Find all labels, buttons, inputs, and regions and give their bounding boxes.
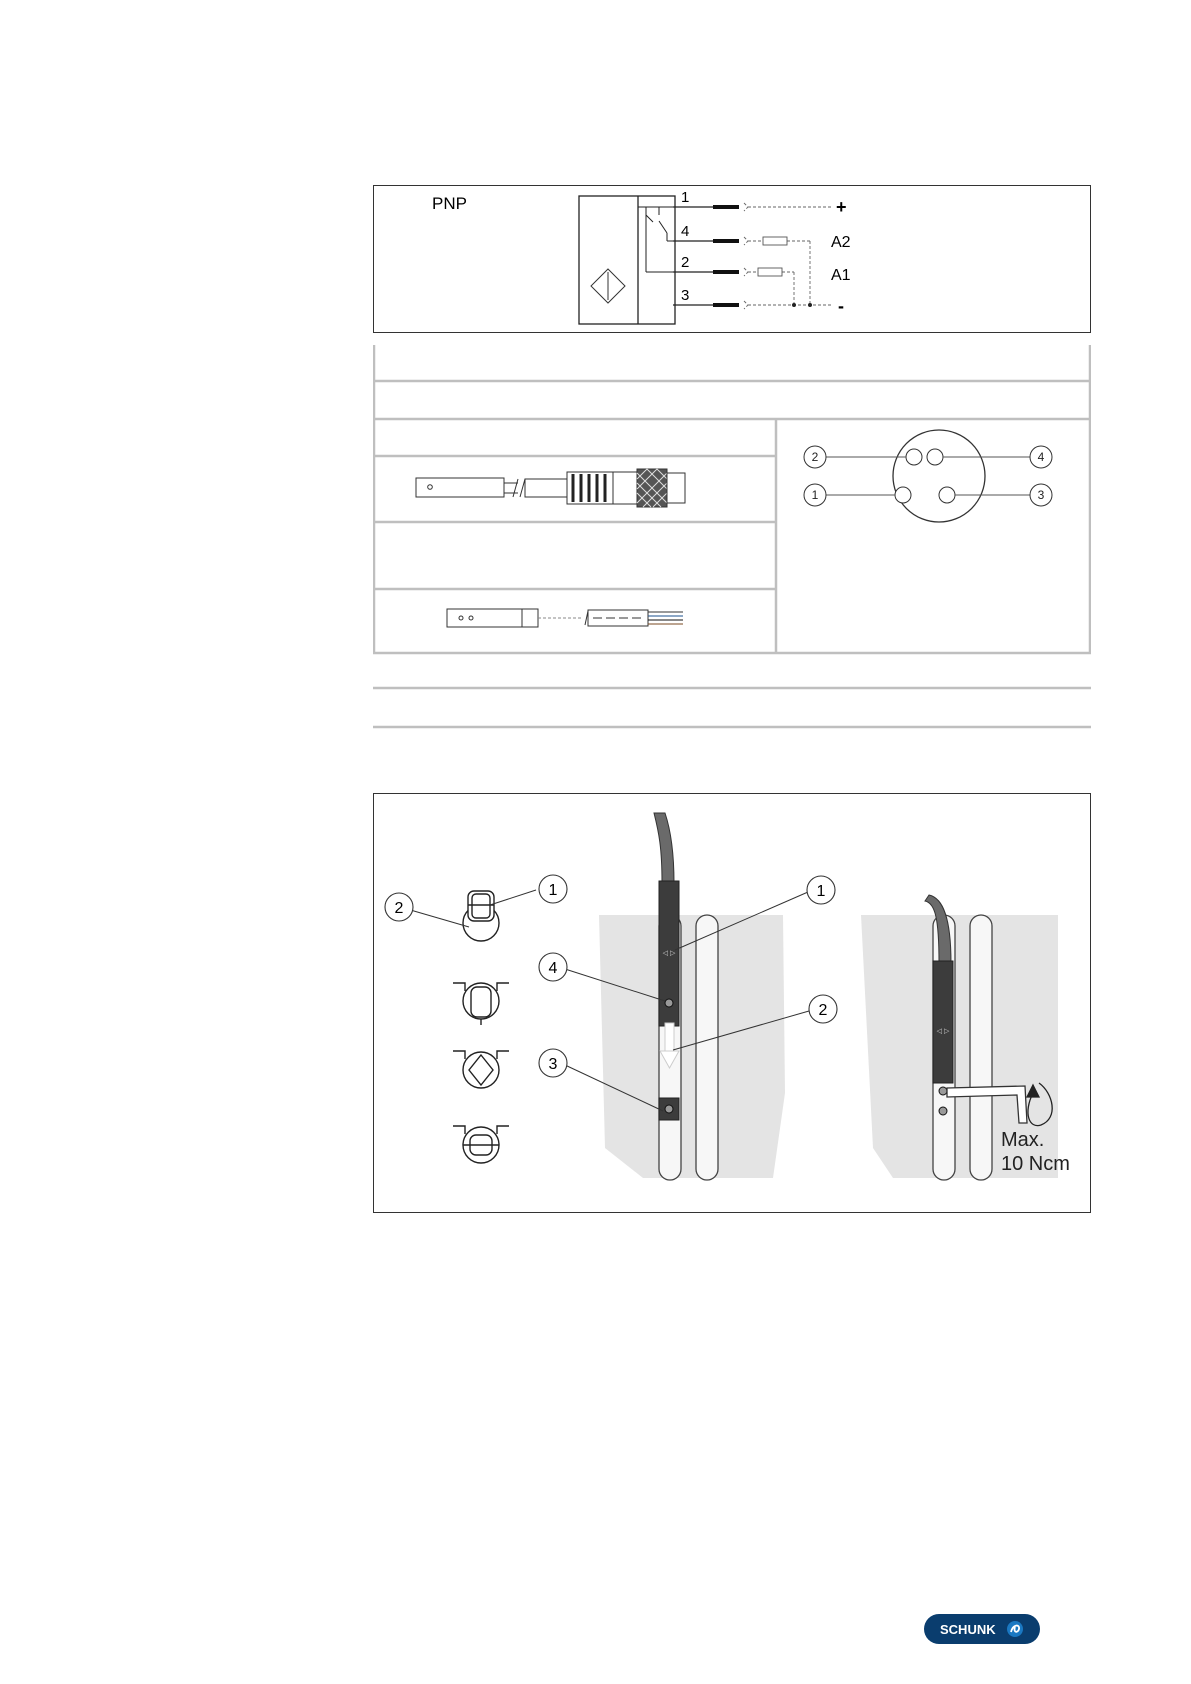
callout-1-groove: 1 <box>816 883 826 900</box>
torque-label-value: 10 Ncm <box>1001 1153 1070 1175</box>
logo-swirl-icon <box>1007 1621 1023 1637</box>
schunk-logo <box>924 1612 1040 1646</box>
sensor-with-connector-icon <box>416 469 685 507</box>
load-label-a2: A2 <box>831 234 851 251</box>
minus-terminal-label: - <box>838 296 844 316</box>
wiring-type-label: PNP <box>432 194 467 213</box>
callout-4-screw: 4 <box>548 960 558 977</box>
callout-2-arrow: 2 <box>818 1002 828 1019</box>
pinout-callout-3: 3 <box>1037 488 1045 502</box>
pin-label-2: 2 <box>681 254 690 271</box>
pin-label-3: 3 <box>681 287 690 304</box>
connector-pinout-diagram <box>804 430 1052 522</box>
tightening-view <box>861 895 1070 1180</box>
callout-2-left: 2 <box>394 900 404 917</box>
wiring-diagram <box>373 185 1091 333</box>
sensor-variants-table <box>373 345 1091 655</box>
sensor-with-cable-icon <box>447 609 683 627</box>
pin-label-1: 1 <box>681 189 690 206</box>
pinout-callout-4: 4 <box>1037 450 1045 464</box>
pin-label-4: 4 <box>681 223 690 240</box>
plus-terminal-label: + <box>836 197 847 217</box>
pinout-callout-1: 1 <box>811 488 819 502</box>
logo-text: SCHUNK <box>940 1622 996 1637</box>
load-label-a1: A1 <box>831 267 851 284</box>
torque-label-max: Max. <box>1001 1129 1045 1151</box>
pinout-callout-2: 2 <box>811 450 819 464</box>
separator-rules <box>373 685 1091 735</box>
installation-figure <box>373 793 1091 1213</box>
svg-text:◁ ▷: ◁ ▷ <box>936 1028 950 1035</box>
callout-3-clamp: 3 <box>548 1056 558 1073</box>
callout-1-left: 1 <box>548 882 558 899</box>
svg-text:◁ ▷: ◁ ▷ <box>662 950 676 957</box>
